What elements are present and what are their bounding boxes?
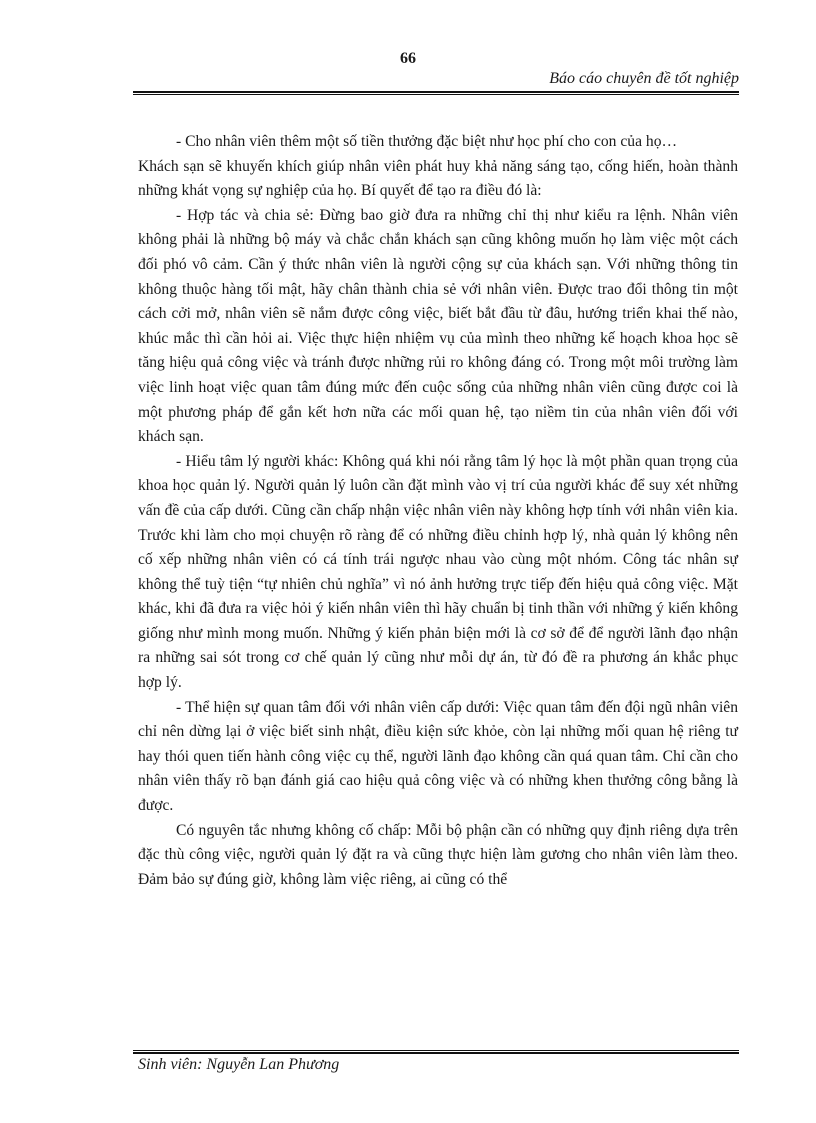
paragraph-bonus: - Cho nhân viên thêm một số tiền thưởng đặc biệt như học phí cho con của họ…	[176, 133, 678, 150]
page-number: 66	[400, 50, 416, 67]
paragraph-care: - Thể hiện sự quan tâm đối với nhân viên cấp dưới: Việc quan tâm đến đội ngũ nhân viên chỉ nên dừng lại ở việc biết sinh nhật, điều kiện sức khỏe, còn lại những mối quan hệ riêng tư hay thói quen tiến hành công việc cụ thể, người lãnh đạo không cần quá quan tâm. Chỉ cần cho nhân viên thấy rõ bạn đánh giá cao hiệu quả công việc và có những khen thưởng công bằng là được.	[138, 698, 738, 815]
footer-student: Sinh viên: Nguyễn Lan Phương	[138, 1056, 340, 1073]
paragraph-cooperate: - Hợp tác và chia sẻ: Đừng bao giờ đưa ra những chỉ thị như kiểu ra lệnh. Nhân viên không phải là những bộ máy và chắc chắn khách sạn cũng không muốn họ làm việc một cách đối phó vô cảm. Cần ý thức nhân viên là người cộng sự của khách sạn. Với những thông tin không thuộc hàng tối mật, hãy chân thành chia sẻ với nhân viên. Được trao đổi thông tin một cách cởi mở, nhân viên sẽ nắm được công việc, biết bắt đầu từ đâu, hướng triển khai thế nào, khúc mắc thì cần hỏi ai. Việc thực hiện nhiệm vụ của mình theo những kế hoạch khoa học sẽ tăng hiệu quả công việc và tránh được những rủi ro không đáng có. Trong một môi trường làm việc linh hoạt việc quan tâm đúng mức đến cuộc sống của những nhân viên cũng được coi là một phương pháp để gắn kết hơn nữa các mối quan hệ, tạo niềm tin của nhân viên đối với khách sạn.	[138, 206, 738, 446]
header-title: Báo cáo chuyên đề tốt nghiệp	[549, 70, 739, 87]
paragraph-principles: Có nguyên tắc nhưng không cố chấp: Mỗi bộ phận cần có những quy định riêng dựa trên đặc thù công việc, người quản lý đặt ra và cũng thực hiện làm gương cho nhân viên làm theo. Đảm bảo sự đúng giờ, không làm việc riêng, ai cũng có thể	[138, 821, 738, 888]
document-body	[138, 130, 738, 892]
footer-rule	[133, 1050, 739, 1054]
paragraph-encourage: Khách sạn sẽ khuyến khích giúp nhân viên phát huy khả năng sáng tạo, cống hiến, hoàn thành những khát vọng sự nghiệp của họ. Bí quyết để tạo ra điều đó là:	[138, 157, 738, 200]
paragraph-psychology: - Hiểu tâm lý người khác: Không quá khi nói rằng tâm lý học là một phần quan trọng của khoa học quản lý. Người quản lý luôn cần đặt mình vào vị trí của người khác để suy xét những vấn đề của cấp dưới. Cũng cần chấp nhận việc nhân viên này không hợp tính với nhân viên kia. Trước khi làm cho mọi chuyện rõ ràng để có những điều chỉnh hợp lý, nhà quản lý không nên cố xếp những nhân viên có cá tính trái ngược nhau vào cùng một nhóm. Công tác nhân sự không thể tuỳ tiện “tự nhiên chủ nghĩa” vì nó ảnh hưởng trực tiếp đến hiệu quả công việc. Mặt khác, khi đã đưa ra việc hỏi ý kiến nhân viên thì hãy chuẩn bị tinh thần với những ý kiến không giống như mình mong muốn. Những ý kiến phản biện mới là cơ sở để để người lãnh đạo nhận ra những sai sót trong cơ chế quản lý cũng như mỗi dự án, từ đó đề ra phương án khắc phục hợp lý.	[138, 452, 738, 692]
header-rule	[133, 91, 739, 95]
